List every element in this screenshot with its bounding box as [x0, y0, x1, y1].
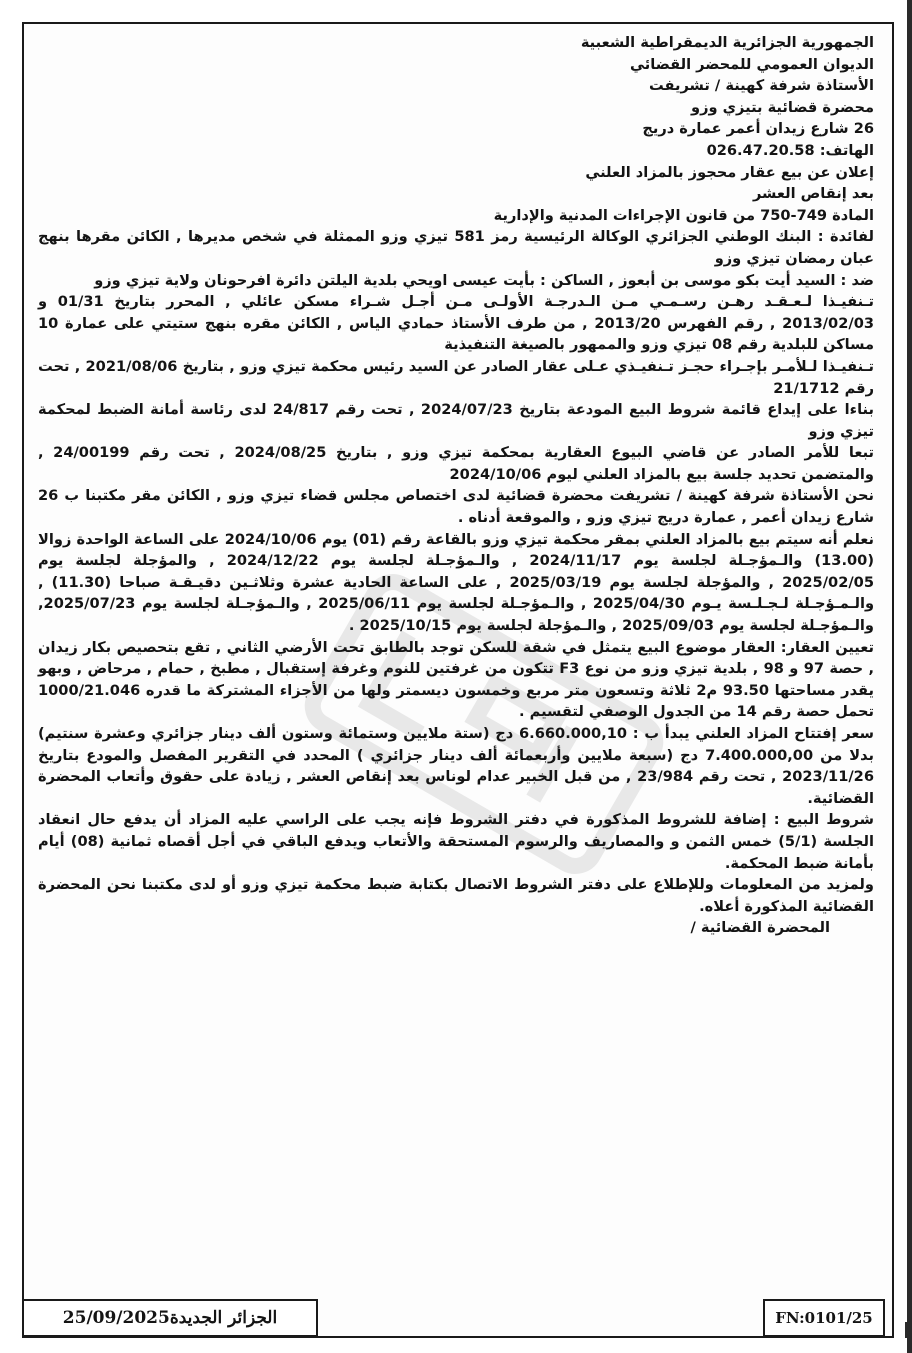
paragraph-debtor: ضد : السيد أيت بكو موسى بن أبعوز , الساكن : بأيت عيسى اويحي بلدية اليلتن دائرة افرحونان ولاية تيزي وزو [94, 271, 874, 289]
paragraph-beneficiary: لفائدة : البنك الوطني الجزائري الوكالة الرئيسية رمز 581 تيزي وزو الممثلة في شخص مديرها , الكائن مقرها بنهج عبان رمضان تيزي وزو [38, 228, 874, 267]
paragraph-price: سعر إفتتاح المزاد العلني يبدأ ب : 6.660.000,10 دج (ستة ملايين وستمائة وستون ألف دينار جزائري وعشرة سنتيم) بدلا من 7.400.000,00 دج (سبعة ملايين وأربعمائة ألف دينار جزائري ) المحدد في التقرير المفصل والمودع بتاريخ 2023/11/26 , تحت رقم 23/984 , من قبل الخبير عدام لوناس بعد إنقاص العشر , زيادة على حقوق وأتعاب المحضرة القضائية. [38, 725, 874, 807]
header-republic: الجمهورية الجزائرية الديمقراطية الشعبية [580, 34, 874, 51]
notice-frame [22, 22, 894, 1338]
paragraph-bailiff: نحن الأستاذة شرفة كهينة / تشريفت محضرة قضائية لدى اختصاص مجلس قضاء تيزي وزو , الكائن مقر مكتبنا ب 26 شارع زيدان أعمر , عمارة دريج تيزي وزو , والموقعة أدناه . [38, 487, 874, 527]
notice-article: المادة 749-750 من قانون الإجراءات المدنية والإدارية [493, 206, 874, 224]
paragraph-sessions: نعلم أنه سيتم بيع بالمزاد العلني بمقر محكمة تيزي وزو بالقاعة رقم (01) يوم 2024/10/06 على الساعة الواحدة زوالا (13.00) والـمؤجـلة لجلسة يوم 2024/11/17 , والـمؤجـلة لجلسة يوم 2024/12/22 , والمؤجلة لجلسة يوم 2025/02/05 , والمؤجلة لجلسة يوم 2025/03/19 , على الساعة الحادية عشرة وثلاثـين دقيـقـة صباحا (11.30) , والـمـؤجـلة لـجـلـسة يـوم 2025/04/30 , والـمؤجـلة لجلسة يوم 2025/06/11 , والـمؤجـلة لجلسة يوم 2025/07/23, والـمؤجـلة لجلسة يوم 2025/09/03 , والـمؤجلة لجلسة يوم 2025/10/15 . [38, 530, 875, 635]
paragraph-sale-terms: شروط البيع : إضافة للشروط المذكورة في دفتر الشروط فإنه يجب على الراسي عليه المزاد أن يدفع حال انعقاد الجلسة (5/1) خمس الثمن و والمصاريف والرسوم المستحقة والأتعاب ويدفع الباقي في أجل أقصاه ثمانية (08) أيام بأمانة ضبط المحكمة. [38, 811, 874, 872]
paragraph-property: تعيين العقار: العقار موضوع البيع يتمثل في شقة للسكن توجد بالطابق تحت الأرضي الثاني , تقع بتحصيص بكار زيدان , حصة 97 و 98 , بلدية تيزي وزو من نوع F3 تتكون من غرفتين للنوم وغرفة إستقبال , مطبخ , حمام , مرحاض , وبهو يقدر مساحتها 93.50 م2 ثلاثة وتسعون متر مربع وخمسون ديسمتر ولها من الأجزاء المشتركة ما قدره 1000/21.046 تحمل حصة رقم 14 من الجدول الوصفي لتقسيم . [38, 638, 874, 721]
publication-box [22, 1299, 318, 1337]
signature-line: المحضرة القضائية / [690, 919, 830, 937]
paragraph-conditions-deposit: بناءا على إيداع قائمة شروط البيع المودعة بتاريخ 2024/07/23 , تحت رقم 24/817 لدى رئاسة أمانة الضبط لمحكمة تيزي وزو [38, 401, 874, 440]
paragraph-mortgage: تـنفيـذا لـعـقـد رهـن رسـمـي مـن الـدرجـة الأولـى مـن أجـل شـراء مسكن عائلي , المحرر بتاريخ 01/31 و 2013/02/03 , رقم الفهرس 2013/20 , من طرف الأستاذ حمادي الياس , الكائن مقره بنهج ستيتي على عمارة 10 مساكن للبلدية رقم 08 تيزي وزو والممهور بالصيغة التنفيذية [38, 293, 875, 354]
header-bailiff-name: الأستاذة شرفة كهينة / تشريفت [649, 77, 874, 95]
paragraph-contact: ولمزيد من المعلومات وللإطلاع على دفتر الشروط الاتصال بكتابة ضبط محكمة تيزي وزو أو لدى مكتبنا نحن المحضرة القضائية المذكورة أعلاه. [38, 876, 874, 915]
paragraph-seizure-order: تـنفيـذا لـلأمـر بإجـراء حجـز تـنفيـذي عـلى عقار الصادر عن السيد رئيس محكمة تيزي وزو , بتاريخ 2021/08/06 , تحت رقم 21/1712 [38, 357, 874, 397]
reference-text: FN:0101/25 [775, 1309, 873, 1327]
page-edge-bar [907, 0, 912, 1353]
paragraph-judge-order: تبعا للأمر الصادر عن قاضي البيوع العقارية بمحكمة تيزي وزو , بتاريخ 2024/08/25 , تحت رقم 24/00199 , والمتضمن تحديد جلسة بيع بالمزاد العلني ليوم 2024/10/06 [38, 444, 875, 483]
header-office: الديوان العمومي للمحضر القضائي [630, 55, 874, 73]
notice-body [38, 32, 874, 939]
publication-text: الجزائر الجديدة25/09/2025 [62, 1308, 278, 1328]
header-phone: الهاتف: 026.47.20.58 [706, 141, 874, 159]
notice-title: إعلان عن بيع عقار محجوز بالمزاد العلني [585, 163, 874, 181]
reference-box [763, 1299, 885, 1337]
page-edge-tick [905, 1322, 908, 1338]
header-address: 26 شارع زيدان أعمر عمارة دريج [642, 120, 874, 138]
header-bailiff-title: محضرة قضائية بتيزي وزو [691, 98, 874, 116]
notice-subtitle: بعد إنقاص العشر [752, 185, 874, 203]
